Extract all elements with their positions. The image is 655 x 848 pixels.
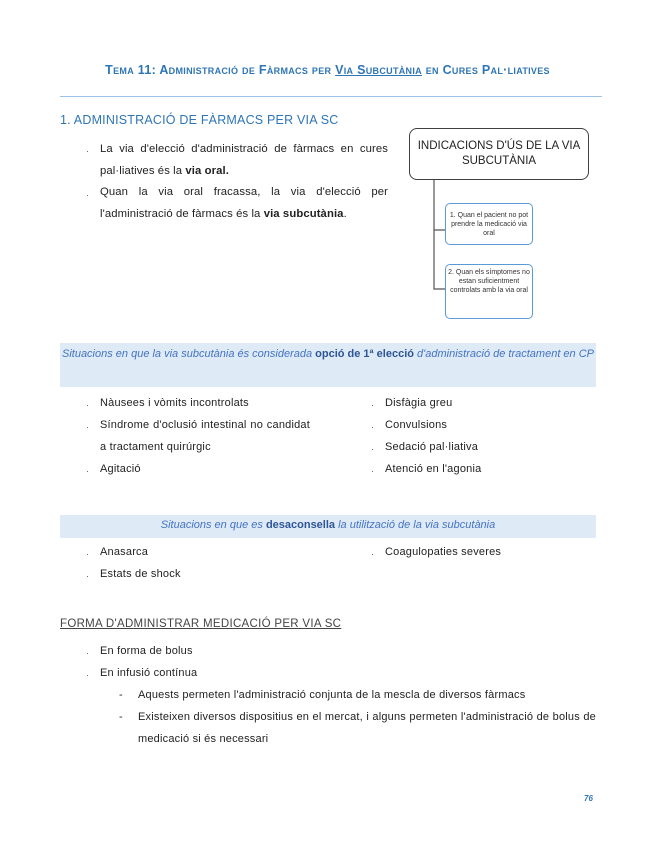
list-item: En forma de bolus bbox=[100, 645, 193, 657]
list-item: Estats de shock bbox=[100, 568, 181, 580]
list-item: Agitació bbox=[100, 463, 141, 475]
bullet-dot: · bbox=[371, 549, 374, 559]
bullet-text: La via d'elecció d'administració de fàrmacs en cures pal·liatives és la bbox=[100, 143, 388, 177]
bullet-dot: · bbox=[86, 146, 89, 156]
bullet-text: Quan la via oral fracassa, la via d'elecció per l'administració de fàrmacs és la bbox=[100, 186, 388, 220]
list-item: Atenció en l'agonia bbox=[385, 463, 482, 475]
list-item: Síndrome d'oclusió intestinal no candidat a tractament quirúrgic bbox=[100, 419, 310, 453]
section1-heading: 1. ADMINISTRACIÓ DE FÀRMACS PER VIA SC bbox=[60, 113, 339, 127]
list-item: Convulsions bbox=[385, 419, 448, 431]
diagram-main-box: INDICACIONS D'ÚS DE LA VIA SUBCUTÀNIA bbox=[409, 128, 589, 180]
bullet-dot: · bbox=[371, 400, 374, 410]
list-item: Nàusees i vòmits incontrolats bbox=[100, 397, 249, 409]
banner-text: Situacions en que es bbox=[160, 519, 266, 531]
list-item: Sedació pal·liativa bbox=[385, 441, 479, 453]
bullet-dot: · bbox=[86, 190, 89, 200]
sub-bullet-dash: - bbox=[119, 711, 123, 723]
list-item: Anasarca bbox=[100, 546, 149, 558]
bullet-dot: · bbox=[371, 444, 374, 454]
bullet-bold: via subcutània bbox=[263, 208, 344, 220]
document-title bbox=[0, 63, 655, 77]
section2-heading: FORMA D'ADMINISTRAR MEDICACIÓ PER VIA SC bbox=[60, 618, 342, 630]
sub-list-item: Existeixen diversos dispositius en el mercat, i alguns permeten l'administració de bolus de medicació si és necessari bbox=[138, 711, 596, 745]
title-underlined: Via Subcutània bbox=[335, 63, 422, 77]
bullet-dot: · bbox=[86, 400, 89, 410]
bullet-dot: · bbox=[86, 466, 89, 476]
discouraged-banner bbox=[60, 515, 596, 538]
banner-text: Situacions en que la via subcutània és considerada bbox=[61, 348, 316, 360]
banner-text: la utilització de la via subcutània bbox=[335, 519, 496, 531]
bullet-dot: · bbox=[371, 422, 374, 432]
sub-list-item: Aquests permeten l'administració conjunta de la mescla de diversos fàrmacs bbox=[138, 689, 526, 701]
bullet-dot: · bbox=[86, 549, 89, 559]
title-prefix: Tema 11: Administració de Fàrmacs per bbox=[105, 63, 336, 77]
page-number: 76 bbox=[584, 794, 593, 803]
bullet-after: . bbox=[343, 208, 347, 220]
bullet-dot: · bbox=[86, 571, 89, 581]
bullet-dot: · bbox=[86, 648, 89, 658]
sub-bullet-dash: - bbox=[119, 689, 123, 701]
section1-bullet-2 bbox=[100, 181, 388, 225]
title-suffix: en Cures Pal·liatives bbox=[421, 63, 550, 77]
banner-bold: desaconsella bbox=[265, 519, 336, 531]
bullet-dot: · bbox=[86, 670, 89, 680]
connector-1 bbox=[434, 180, 445, 230]
diagram-child-2: 2. Quan els símptomes no estan suficientment controlats amb la via oral bbox=[445, 264, 533, 319]
bullet-bold: via oral. bbox=[185, 165, 230, 177]
diagram-child-1: 1. Quan el pacient no pot prendre la medicació via oral bbox=[445, 203, 533, 245]
banner-text: d'administració de tractament en CP bbox=[413, 348, 595, 360]
list-item: Coagulopaties severes bbox=[385, 546, 502, 558]
list-item: En infusió contínua bbox=[100, 667, 198, 679]
connector-2 bbox=[434, 230, 445, 289]
bullet-dot: · bbox=[86, 422, 89, 432]
banner-bold: opció de 1ª elecció bbox=[315, 348, 414, 360]
section1-bullet-1 bbox=[100, 138, 388, 182]
list-item: Disfàgia greu bbox=[385, 397, 453, 409]
title-divider bbox=[60, 96, 602, 97]
bullet-dot: · bbox=[371, 466, 374, 476]
first-choice-banner bbox=[60, 343, 596, 387]
